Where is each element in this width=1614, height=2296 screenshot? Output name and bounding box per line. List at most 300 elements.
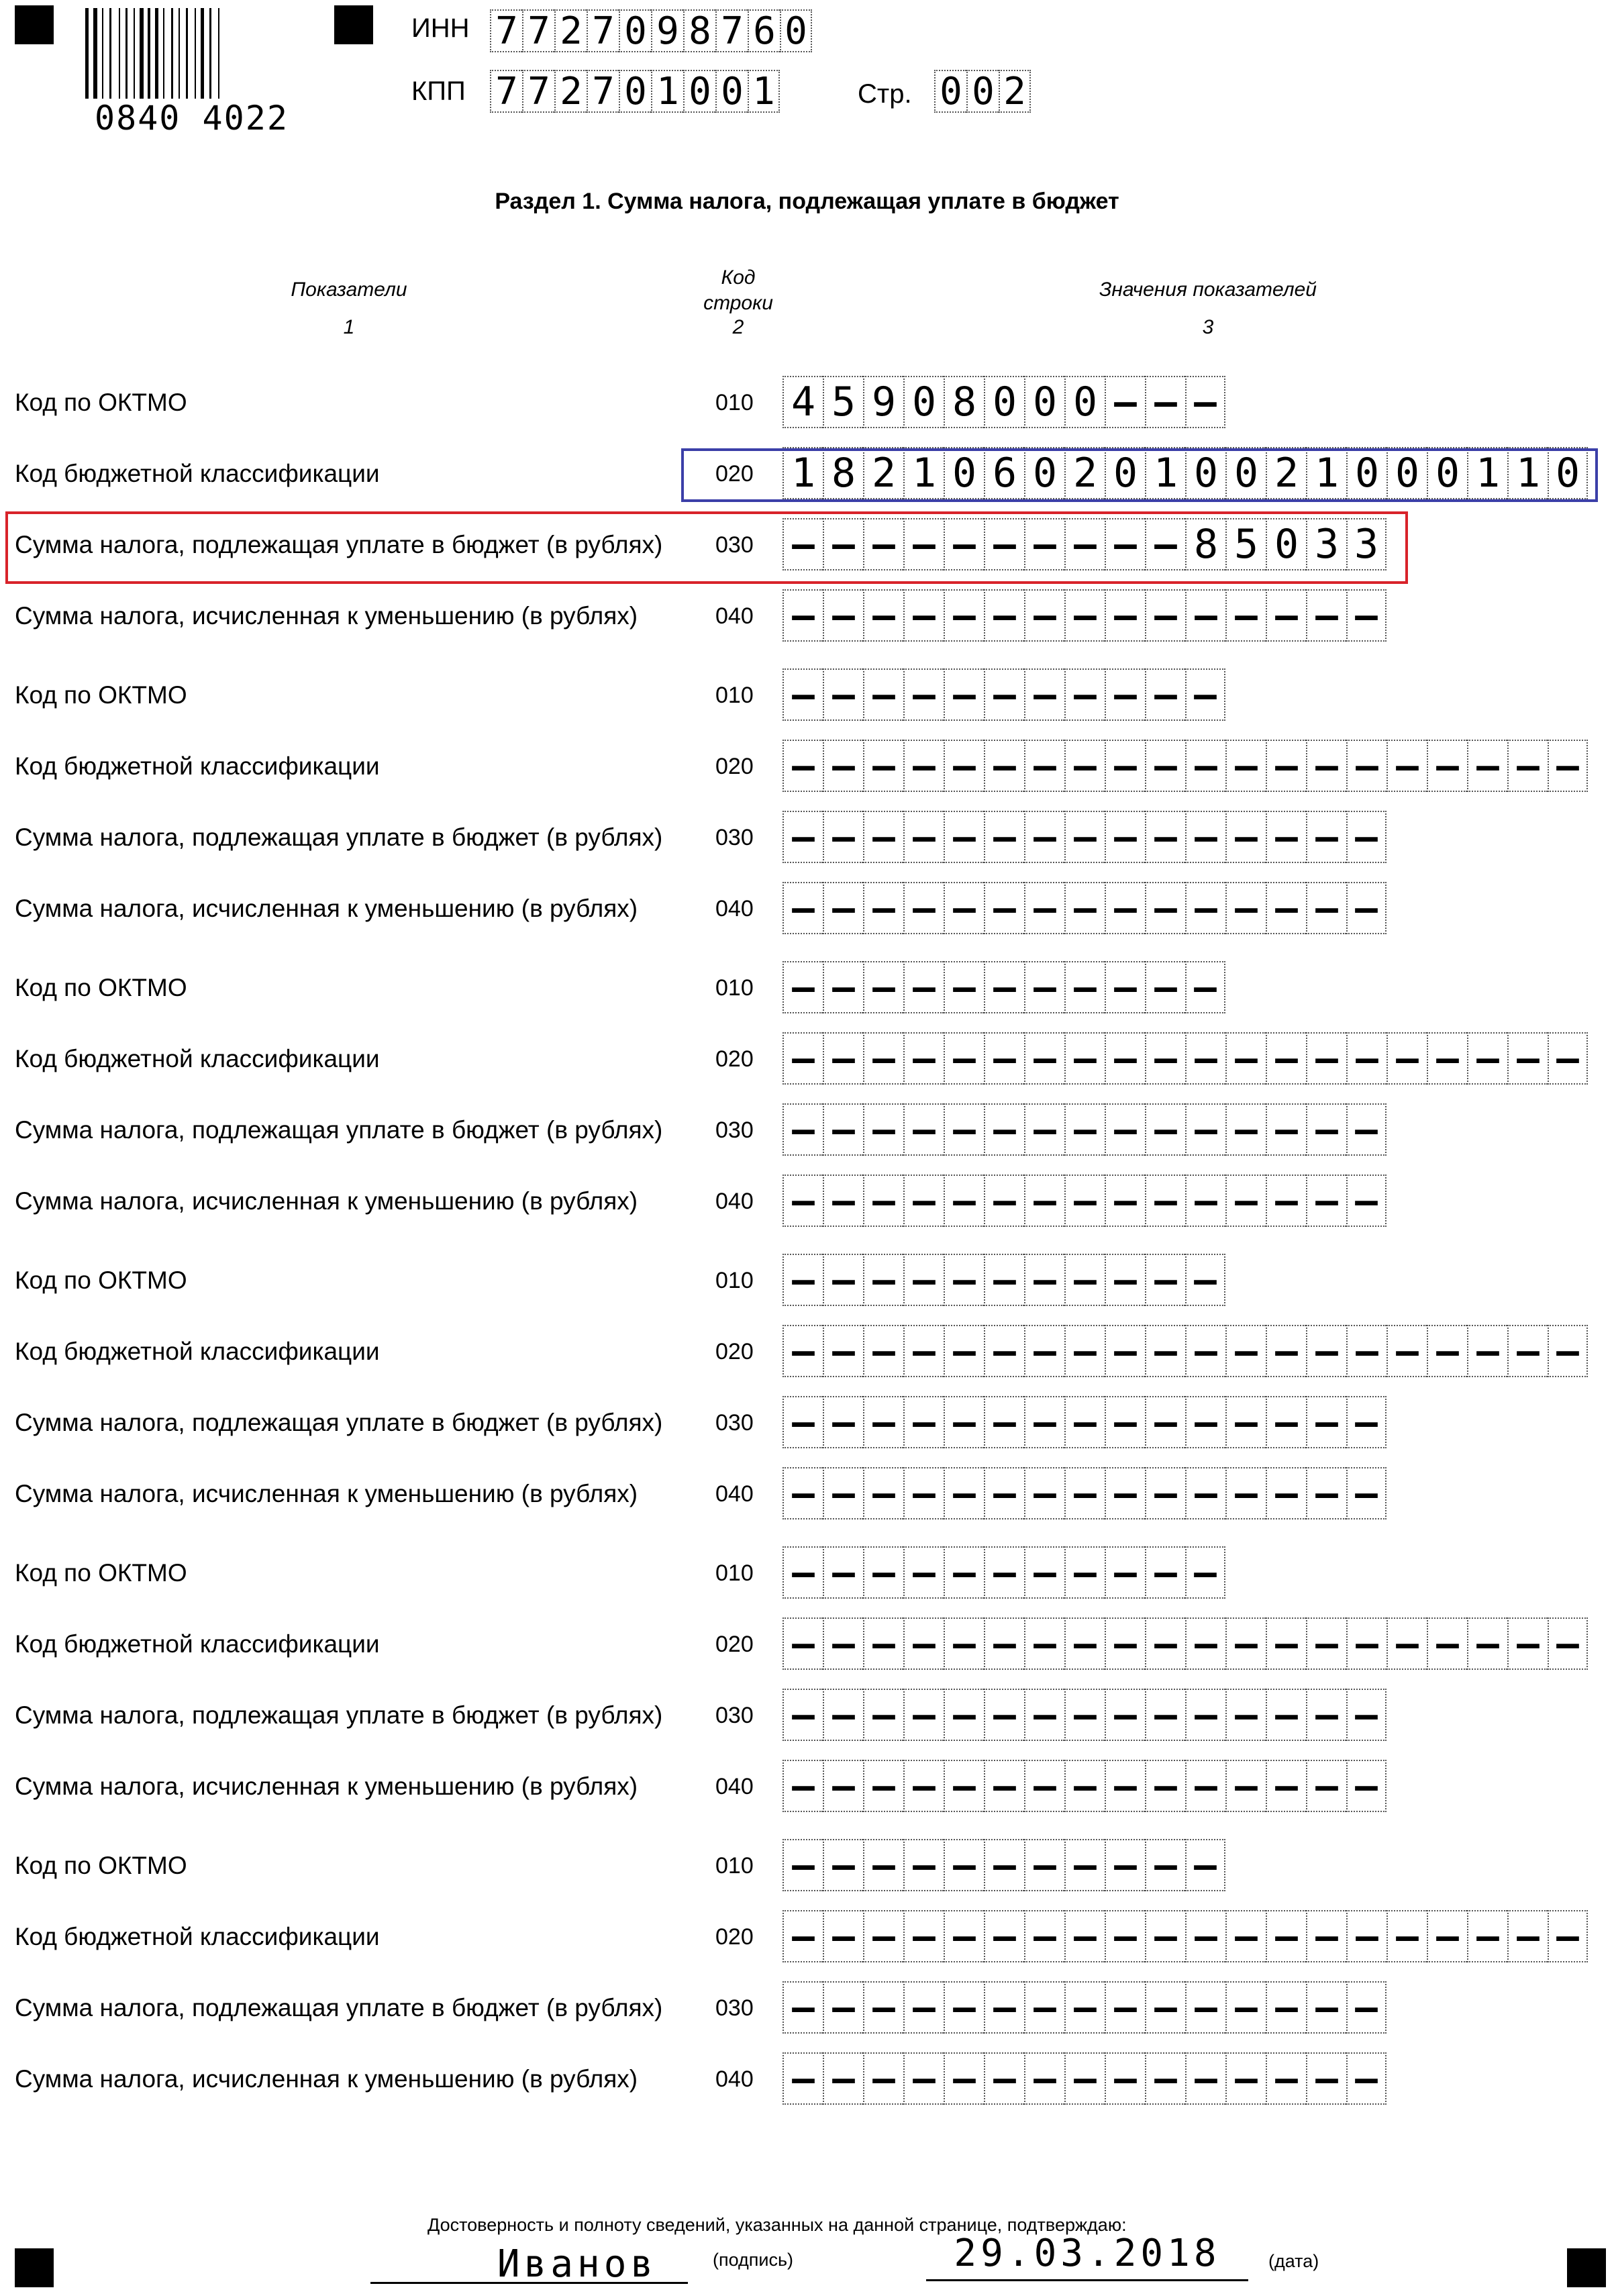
value-cell-7: – — [1024, 668, 1064, 721]
value-cell-4: – — [903, 1396, 944, 1448]
kpp-cell-9: 1 — [748, 70, 780, 113]
inn-cell-2: 7 — [522, 9, 554, 52]
value-cell-14: – — [1306, 811, 1346, 863]
row-code-kbk: 020 — [715, 461, 754, 487]
value-cell-6: – — [984, 1103, 1024, 1156]
value-cell-20: – — [1548, 740, 1588, 792]
row-label-oktmo: Код по ОКТМО — [15, 974, 187, 1001]
row-code-tax-reduce: 040 — [715, 1774, 754, 1799]
barcode-bar — [148, 8, 150, 99]
value-cell-4: – — [903, 518, 944, 570]
value-cell-1: – — [783, 518, 823, 570]
value-cell-5: 8 — [944, 376, 984, 428]
value-cell-13: – — [1266, 1689, 1306, 1741]
value-cell-13: – — [1266, 1325, 1306, 1377]
value-cell-11: – — [1185, 811, 1225, 863]
value-cell-2: – — [823, 1032, 863, 1085]
kpp-label: КПП — [411, 77, 466, 106]
value-cell-10: – — [1145, 668, 1185, 721]
value-cell-13: – — [1266, 811, 1306, 863]
value-cell-13: – — [1266, 1032, 1306, 1085]
value-cell-6: – — [984, 1839, 1024, 1891]
value-cell-20: – — [1548, 1617, 1588, 1670]
value-cell-3: – — [863, 1467, 903, 1519]
value-cell-12: – — [1225, 1325, 1266, 1377]
row-code-oktmo: 010 — [715, 1268, 754, 1293]
value-cell-6: – — [984, 589, 1024, 642]
row-code-tax-reduce: 040 — [715, 1189, 754, 1214]
value-cell-9: – — [1105, 2052, 1145, 2105]
value-cell-17: 0 — [1427, 447, 1467, 499]
value-cells-tax-payable — [783, 811, 1386, 863]
value-cell-10: – — [1145, 961, 1185, 1013]
value-cell-12: – — [1225, 1103, 1266, 1156]
value-cell-4: 1 — [903, 447, 944, 499]
value-cell-9: – — [1105, 1175, 1145, 1227]
value-cell-10: – — [1145, 1981, 1185, 2034]
value-cell-19: 1 — [1507, 447, 1548, 499]
value-cell-3: – — [863, 668, 903, 721]
value-cell-5: – — [944, 1910, 984, 1962]
value-cell-14: – — [1306, 1032, 1346, 1085]
value-cell-2: – — [823, 811, 863, 863]
value-cell-15: – — [1346, 1617, 1386, 1670]
row-label-kbk: Код бюджетной классификации — [15, 460, 380, 487]
value-cell-20: – — [1548, 1032, 1588, 1085]
value-cell-13: – — [1266, 740, 1306, 792]
col-indicators-num: 1 — [343, 316, 355, 338]
value-cell-11: – — [1185, 589, 1225, 642]
value-cell-1: – — [783, 1396, 823, 1448]
row-code-tax-payable: 030 — [715, 1703, 754, 1728]
value-cell-1: – — [783, 1254, 823, 1306]
value-cells-oktmo — [783, 376, 1225, 428]
value-cell-11: – — [1185, 2052, 1225, 2105]
value-cells-tax-reduce — [783, 882, 1386, 934]
value-cell-9: – — [1105, 1546, 1145, 1599]
row-code-tax-payable: 030 — [715, 1995, 754, 2021]
barcode-bar — [119, 8, 120, 99]
value-cell-1: – — [783, 1839, 823, 1891]
value-cell-12: – — [1225, 1981, 1266, 2034]
row-code-tax-payable: 030 — [715, 532, 754, 558]
value-cell-5: 0 — [944, 447, 984, 499]
value-cell-2: – — [823, 1467, 863, 1519]
value-cell-6: – — [984, 1546, 1024, 1599]
row-label-kbk: Код бюджетной классификации — [15, 1045, 380, 1072]
value-cell-7: 0 — [1024, 447, 1064, 499]
value-cell-20: 0 — [1548, 447, 1588, 499]
value-cell-12: – — [1225, 1617, 1266, 1670]
value-cell-8: – — [1064, 1981, 1105, 2034]
value-cell-8: – — [1064, 882, 1105, 934]
value-cell-11: – — [1185, 1103, 1225, 1156]
kpp-cell-6: 1 — [651, 70, 683, 113]
value-cell-6: – — [984, 811, 1024, 863]
corner-marker-top-left — [15, 5, 54, 44]
value-cell-7: – — [1024, 882, 1064, 934]
value-cell-5: – — [944, 1981, 984, 2034]
value-cell-12: – — [1225, 2052, 1266, 2105]
inn-cell-5: 0 — [619, 9, 651, 52]
row-code-tax-payable: 030 — [715, 825, 754, 850]
value-cell-3: – — [863, 1910, 903, 1962]
row-label-oktmo: Код по ОКТМО — [15, 1852, 187, 1879]
signature-caption: (подпись) — [713, 2250, 794, 2270]
value-cell-14: – — [1306, 1175, 1346, 1227]
inn-cell-7: 8 — [683, 9, 715, 52]
value-cell-4: – — [903, 668, 944, 721]
value-cell-6: – — [984, 518, 1024, 570]
row-label-tax-payable: Сумма налога, подлежащая уплате в бюджет (в рублях) — [15, 1409, 663, 1436]
value-cell-13: 0 — [1266, 518, 1306, 570]
value-cell-7: – — [1024, 589, 1064, 642]
value-cell-4: – — [903, 961, 944, 1013]
value-cell-5: – — [944, 2052, 984, 2105]
value-cell-6: – — [984, 740, 1024, 792]
value-cell-11: – — [1185, 1467, 1225, 1519]
value-cell-11: 0 — [1185, 447, 1225, 499]
value-cell-5: – — [944, 1546, 984, 1599]
value-cell-2: – — [823, 740, 863, 792]
row-label-tax-payable: Сумма налога, подлежащая уплате в бюджет (в рублях) — [15, 1116, 663, 1144]
value-cell-18: – — [1467, 1032, 1507, 1085]
value-cell-10: – — [1145, 1617, 1185, 1670]
value-cell-5: – — [944, 589, 984, 642]
value-cell-5: – — [944, 1175, 984, 1227]
kpp-cells — [490, 70, 780, 122]
value-cell-4: – — [903, 1175, 944, 1227]
value-cell-5: – — [944, 811, 984, 863]
value-cell-7: 0 — [1024, 376, 1064, 428]
value-cell-13: – — [1266, 1617, 1306, 1670]
value-cell-11: – — [1185, 1546, 1225, 1599]
value-cell-12: – — [1225, 1032, 1266, 1085]
value-cell-6: – — [984, 2052, 1024, 2105]
value-cell-1: – — [783, 961, 823, 1013]
value-cell-10: – — [1145, 1910, 1185, 1962]
row-label-oktmo: Код по ОКТМО — [15, 681, 187, 709]
value-cell-7: – — [1024, 811, 1064, 863]
value-cell-6: – — [984, 1910, 1024, 1962]
value-cell-13: – — [1266, 1910, 1306, 1962]
value-cell-7: – — [1024, 1689, 1064, 1741]
value-cell-8: 0 — [1064, 376, 1105, 428]
value-cell-17: – — [1427, 1910, 1467, 1962]
value-cell-10: – — [1145, 1760, 1185, 1812]
value-cell-20: – — [1548, 1325, 1588, 1377]
value-cell-9: – — [1105, 811, 1145, 863]
value-cell-19: – — [1507, 1617, 1548, 1670]
value-cell-5: – — [944, 1325, 984, 1377]
value-cell-5: – — [944, 882, 984, 934]
value-cell-15: – — [1346, 1760, 1386, 1812]
value-cell-9: – — [1105, 1617, 1145, 1670]
value-cell-7: – — [1024, 1325, 1064, 1377]
value-cell-14: – — [1306, 1103, 1346, 1156]
value-cell-18: – — [1467, 1910, 1507, 1962]
value-cell-15: – — [1346, 1103, 1386, 1156]
value-cell-4: 0 — [903, 376, 944, 428]
value-cell-15: – — [1346, 1325, 1386, 1377]
value-cell-8: – — [1064, 1032, 1105, 1085]
value-cell-5: – — [944, 961, 984, 1013]
value-cell-14: – — [1306, 740, 1346, 792]
page-cell-1: 0 — [934, 70, 966, 113]
value-cell-10: – — [1145, 2052, 1185, 2105]
value-cell-6: – — [984, 1396, 1024, 1448]
inn-cell-10: 0 — [780, 9, 812, 52]
row-code-kbk: 020 — [715, 1924, 754, 1950]
row-code-kbk: 020 — [715, 1339, 754, 1364]
value-cell-1: – — [783, 1546, 823, 1599]
value-cells-kbk — [783, 1325, 1588, 1377]
value-cell-4: – — [903, 811, 944, 863]
value-cell-2: – — [823, 1910, 863, 1962]
row-code-kbk: 020 — [715, 754, 754, 779]
value-cell-14: – — [1306, 1689, 1346, 1741]
value-cell-3: – — [863, 1175, 903, 1227]
barcode — [85, 8, 300, 138]
value-cell-7: – — [1024, 1467, 1064, 1519]
value-cell-14: – — [1306, 1467, 1346, 1519]
value-cell-7: – — [1024, 1254, 1064, 1306]
value-cells-kbk — [783, 1032, 1588, 1085]
value-cell-1: – — [783, 1760, 823, 1812]
value-cell-11: – — [1185, 1032, 1225, 1085]
value-cell-6: – — [984, 1689, 1024, 1741]
col-code-num: 2 — [732, 316, 744, 338]
value-cell-11: – — [1185, 1981, 1225, 2034]
row-code-oktmo: 010 — [715, 1560, 754, 1586]
value-cell-19: – — [1507, 740, 1548, 792]
value-cell-10: – — [1145, 740, 1185, 792]
value-cell-15: 3 — [1346, 518, 1386, 570]
value-cell-3: – — [863, 1689, 903, 1741]
value-cells-kbk — [783, 1910, 1588, 1962]
value-cell-10: – — [1145, 1689, 1185, 1741]
value-cell-7: – — [1024, 518, 1064, 570]
value-cell-5: – — [944, 1760, 984, 1812]
value-cell-1: – — [783, 882, 823, 934]
value-cell-19: – — [1507, 1910, 1548, 1962]
page-cells — [934, 70, 1031, 122]
value-cell-10: – — [1145, 811, 1185, 863]
value-cell-1: – — [783, 1175, 823, 1227]
value-cell-9: – — [1105, 518, 1145, 570]
value-cell-10: – — [1145, 1467, 1185, 1519]
value-cell-2: – — [823, 1254, 863, 1306]
col-code-header-line2: строки — [703, 292, 773, 314]
value-cell-7: – — [1024, 1760, 1064, 1812]
value-cell-10: – — [1145, 376, 1185, 428]
value-cell-3: – — [863, 1839, 903, 1891]
value-cell-10: – — [1145, 882, 1185, 934]
row-code-tax-reduce: 040 — [715, 2066, 754, 2092]
value-cell-7: – — [1024, 961, 1064, 1013]
row-label-oktmo: Код по ОКТМО — [15, 389, 187, 416]
row-label-tax-payable: Сумма налога, подлежащая уплате в бюджет (в рублях) — [15, 1701, 663, 1729]
value-cell-11: – — [1185, 1396, 1225, 1448]
value-cell-1: – — [783, 1325, 823, 1377]
value-cell-9: – — [1105, 882, 1145, 934]
value-cell-11: – — [1185, 1175, 1225, 1227]
value-cell-14: 3 — [1306, 518, 1346, 570]
value-cell-5: – — [944, 1032, 984, 1085]
value-cell-5: – — [944, 1689, 984, 1741]
value-cell-15: 0 — [1346, 447, 1386, 499]
value-cell-4: – — [903, 1617, 944, 1670]
value-cells-oktmo — [783, 1546, 1225, 1599]
value-cells-kbk — [783, 1617, 1588, 1670]
value-cell-13: – — [1266, 1467, 1306, 1519]
value-cell-11: – — [1185, 1617, 1225, 1670]
value-cell-15: – — [1346, 1175, 1386, 1227]
value-cell-11: – — [1185, 376, 1225, 428]
value-cells-tax-reduce — [783, 1760, 1386, 1812]
value-cell-13: – — [1266, 1760, 1306, 1812]
value-cell-4: – — [903, 1467, 944, 1519]
value-cell-13: – — [1266, 1103, 1306, 1156]
value-cell-13: – — [1266, 1981, 1306, 2034]
value-cell-13: – — [1266, 589, 1306, 642]
value-cell-2: 5 — [823, 376, 863, 428]
value-cell-13: – — [1266, 882, 1306, 934]
value-cell-11: – — [1185, 1910, 1225, 1962]
value-cell-2: – — [823, 882, 863, 934]
value-cell-10: – — [1145, 1839, 1185, 1891]
value-cell-13: – — [1266, 2052, 1306, 2105]
value-cell-10: – — [1145, 589, 1185, 642]
value-cell-11: – — [1185, 961, 1225, 1013]
value-cell-1: – — [783, 1910, 823, 1962]
row-label-tax-reduce: Сумма налога, исчисленная к уменьшению (в рублях) — [15, 2065, 638, 2093]
value-cell-9: – — [1105, 1325, 1145, 1377]
value-cell-4: – — [903, 1760, 944, 1812]
value-cell-11: – — [1185, 668, 1225, 721]
value-cell-4: – — [903, 1546, 944, 1599]
value-cell-10: – — [1145, 1254, 1185, 1306]
value-cell-6: – — [984, 1617, 1024, 1670]
value-cell-18: – — [1467, 1325, 1507, 1377]
value-cell-5: – — [944, 740, 984, 792]
value-cell-20: – — [1548, 1910, 1588, 1962]
value-cell-15: – — [1346, 589, 1386, 642]
row-code-kbk: 020 — [715, 1632, 754, 1657]
value-cell-5: – — [944, 1396, 984, 1448]
value-cell-3: – — [863, 1254, 903, 1306]
value-cells-oktmo — [783, 1839, 1225, 1891]
value-cell-8: – — [1064, 668, 1105, 721]
value-cell-16: – — [1386, 1910, 1427, 1962]
value-cell-1: – — [783, 668, 823, 721]
value-cell-6: 6 — [984, 447, 1024, 499]
value-cells-tax-reduce — [783, 1467, 1386, 1519]
value-cell-1: 1 — [783, 447, 823, 499]
value-cell-9: – — [1105, 668, 1145, 721]
value-cell-12: – — [1225, 1396, 1266, 1448]
value-cell-8: – — [1064, 1396, 1105, 1448]
value-cells-tax-payable — [783, 1689, 1386, 1741]
value-cell-1: – — [783, 1617, 823, 1670]
value-cell-14: – — [1306, 1325, 1346, 1377]
value-cell-9: – — [1105, 1981, 1145, 2034]
value-cell-3: – — [863, 1617, 903, 1670]
barcode-bar — [163, 8, 164, 99]
value-cell-15: – — [1346, 882, 1386, 934]
value-cell-5: – — [944, 1467, 984, 1519]
tax-payable-highlight-box — [5, 511, 1408, 584]
value-cell-8: – — [1064, 1689, 1105, 1741]
value-cell-14: – — [1306, 1981, 1346, 2034]
barcode-bar — [186, 8, 188, 99]
value-cell-3: 2 — [863, 447, 903, 499]
value-cell-7: – — [1024, 1910, 1064, 1962]
value-cell-10: 1 — [1145, 447, 1185, 499]
value-cell-4: – — [903, 882, 944, 934]
value-cell-7: – — [1024, 1175, 1064, 1227]
value-cell-3: – — [863, 589, 903, 642]
value-cell-4: – — [903, 1325, 944, 1377]
value-cell-12: – — [1225, 882, 1266, 934]
row-code-tax-reduce: 040 — [715, 603, 754, 629]
value-cell-12: – — [1225, 1689, 1266, 1741]
value-cell-3: – — [863, 1981, 903, 2034]
value-cell-11: – — [1185, 1760, 1225, 1812]
value-cell-7: – — [1024, 1103, 1064, 1156]
value-cell-12: – — [1225, 1175, 1266, 1227]
value-cell-4: – — [903, 740, 944, 792]
value-cell-8: – — [1064, 1617, 1105, 1670]
value-cell-17: – — [1427, 1032, 1467, 1085]
row-code-oktmo: 010 — [715, 1853, 754, 1879]
value-cell-8: – — [1064, 518, 1105, 570]
value-cell-10: – — [1145, 1546, 1185, 1599]
value-cell-10: – — [1145, 1325, 1185, 1377]
value-cell-7: – — [1024, 1032, 1064, 1085]
value-cell-10: – — [1145, 518, 1185, 570]
value-cells-oktmo — [783, 1254, 1225, 1306]
kpp-cell-1: 7 — [490, 70, 522, 113]
kpp-cell-3: 2 — [554, 70, 587, 113]
value-cell-8: – — [1064, 1325, 1105, 1377]
value-cell-8: – — [1064, 961, 1105, 1013]
value-cell-7: – — [1024, 740, 1064, 792]
value-cell-12: – — [1225, 1467, 1266, 1519]
value-cell-2: – — [823, 1546, 863, 1599]
value-cell-15: – — [1346, 1467, 1386, 1519]
value-cell-9: – — [1105, 1254, 1145, 1306]
value-cell-1: – — [783, 1689, 823, 1741]
value-cell-6: – — [984, 961, 1024, 1013]
kpp-cell-2: 7 — [522, 70, 554, 113]
barcode-bar — [209, 8, 211, 99]
value-cell-8: – — [1064, 811, 1105, 863]
value-cell-1: – — [783, 1467, 823, 1519]
value-cell-4: – — [903, 1254, 944, 1306]
value-cell-11: 8 — [1185, 518, 1225, 570]
value-cell-17: – — [1427, 1617, 1467, 1670]
value-cell-2: – — [823, 1981, 863, 2034]
value-cell-7: – — [1024, 1981, 1064, 2034]
value-cell-12: 0 — [1225, 447, 1266, 499]
value-cell-4: – — [903, 1981, 944, 2034]
value-cell-4: – — [903, 1689, 944, 1741]
value-cell-9: – — [1105, 1689, 1145, 1741]
row-label-tax-payable: Сумма налога, подлежащая уплате в бюджет (в рублях) — [15, 531, 663, 558]
kpp-cell-7: 0 — [683, 70, 715, 113]
row-code-tax-payable: 030 — [715, 1117, 754, 1143]
